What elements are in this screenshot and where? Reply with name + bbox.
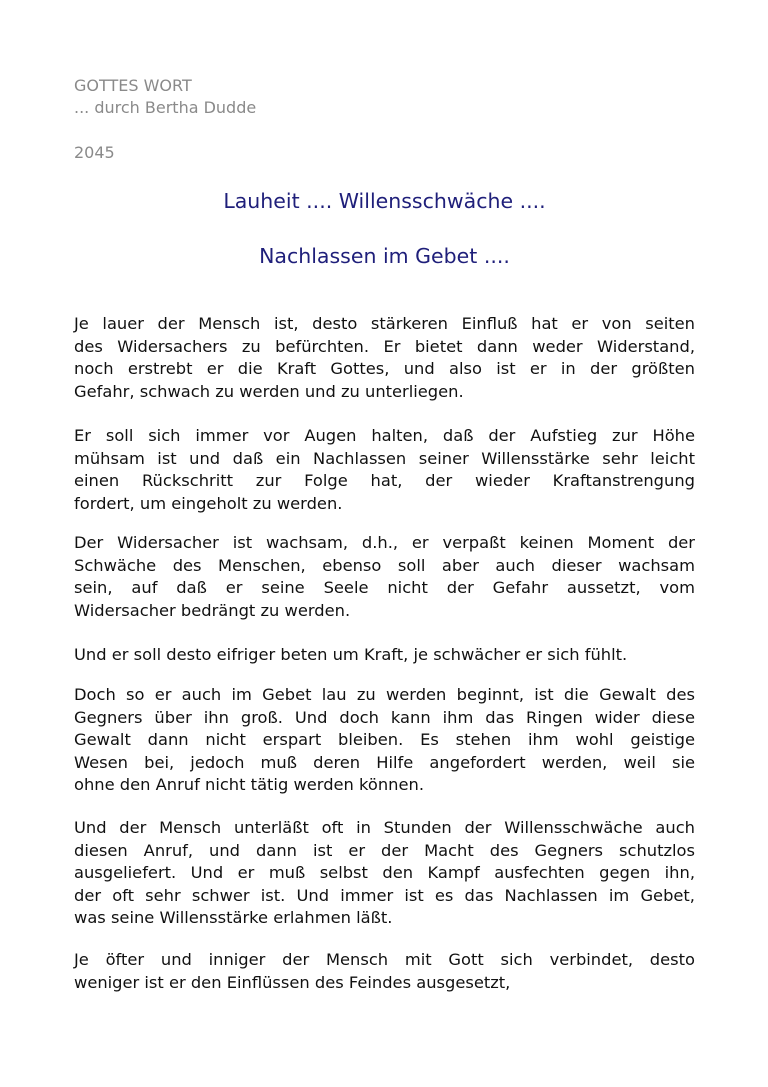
text-line: Je öfter und inniger der Mensch mit Gott sich verbindet, desto: [74, 950, 695, 969]
paragraph-3: [74, 532, 695, 622]
text-line: Gegners über ihn groß. Und doch kann ihm das Ringen wider diese: [74, 707, 695, 727]
paragraph-4: [74, 644, 695, 667]
text-line: Schwäche des Menschen, ebenso soll aber auch dieser wachsam: [74, 555, 695, 575]
author-line: ... durch Bertha Dudde: [74, 98, 257, 117]
message-number: 2045: [74, 143, 115, 162]
text-line: weniger ist er den Einflüssen des Feindes ausgesetzt,: [74, 972, 511, 992]
text-line: sein, auf daß er seine Seele nicht der Gefahr aussetzt, vom: [74, 578, 695, 597]
text-line: Gewalt dann nicht erspart bleiben. Es stehen ihm wohl geistige: [74, 730, 695, 749]
paragraph-1: [74, 313, 695, 403]
paragraph-7: [74, 949, 695, 994]
text-line: fordert, um eingeholt zu werden.: [74, 493, 343, 513]
text-line: Gefahr, schwach zu werden und zu unterliegen.: [74, 381, 464, 401]
paragraph-2: [74, 425, 695, 515]
text-line: Er soll sich immer vor Augen halten, daß der Aufstieg zur Höhe: [74, 426, 695, 445]
text-line: Wesen bei, jedoch muß deren Hilfe angefordert werden, weil sie: [74, 752, 695, 772]
text-line: Der Widersacher ist wachsam, d.h., er verpaßt keinen Moment der: [74, 533, 695, 552]
title-line-2: Nachlassen im Gebet ....: [259, 244, 510, 268]
title-line-1: Lauheit .... Willensschwäche ....: [223, 189, 546, 213]
series-title: GOTTES WORT: [74, 76, 192, 95]
text-line: Widersacher bedrängt zu werden.: [74, 600, 351, 620]
text-line: ausgeliefert. Und er muß selbst den Kampf ausfechten gegen ihn,: [74, 863, 695, 882]
text-line: Und er soll desto eifriger beten um Kraft, je schwächer er sich fühlt.: [74, 645, 628, 664]
text-line: der oft sehr schwer ist. Und immer ist es das Nachlassen im Gebet,: [74, 885, 695, 905]
text-line: diesen Anruf, und dann ist er der Macht des Gegners schutzlos: [74, 840, 695, 860]
text-line: Und der Mensch unterläßt oft in Stunden der Willensschwäche auch: [74, 818, 695, 837]
text-line: noch erstrebt er die Kraft Gottes, und also ist er in der größten: [74, 359, 695, 378]
text-line: Je lauer der Mensch ist, desto stärkeren Einfluß hat er von seiten: [74, 314, 695, 333]
paragraph-6: [74, 817, 695, 930]
text-line: was seine Willensstärke erlahmen läßt.: [74, 908, 393, 927]
text-line: Doch so er auch im Gebet lau zu werden beginnt, ist die Gewalt des: [74, 685, 695, 704]
paragraph-5: [74, 684, 695, 797]
text-line: ohne den Anruf nicht tätig werden können.: [74, 775, 425, 794]
text-line: mühsam ist und daß ein Nachlassen seiner Willensstärke sehr leicht: [74, 448, 695, 468]
text-line: einen Rückschritt zur Folge hat, der wieder Kraftanstrengung: [74, 471, 695, 490]
text-line: des Widersachers zu befürchten. Er bietet dann weder Widerstand,: [74, 336, 695, 356]
